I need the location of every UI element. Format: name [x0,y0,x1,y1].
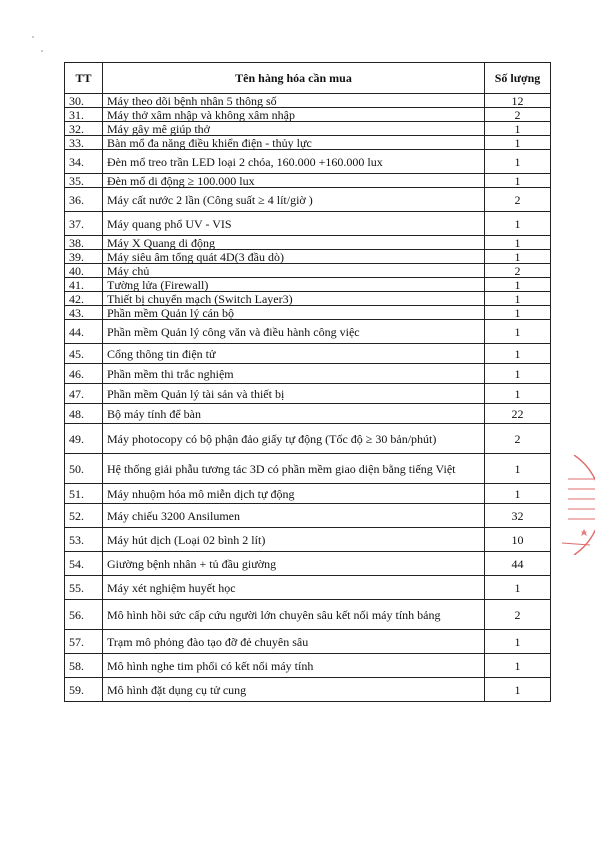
row-qty: 1 [485,150,551,174]
row-name: Cổng thông tin điện tử [103,344,485,364]
row-tt: 45. [65,344,103,364]
table-row [65,94,551,108]
row-name: Máy chiếu 3200 Ansilumen [103,504,485,528]
row-name: Máy xét nghiệm huyết học [103,576,485,600]
row-tt: 32. [65,122,103,136]
row-qty: 22 [485,404,551,424]
table-row [65,454,551,484]
row-tt: 33. [65,136,103,150]
row-tt: 49. [65,424,103,454]
purchase-items-table [64,62,551,702]
row-name: Phần mềm Quản lý công văn và điều hành công việc [103,320,485,344]
row-tt: 58. [65,654,103,678]
table-row [65,364,551,384]
table-row [65,292,551,306]
table-row [65,384,551,404]
row-tt: 36. [65,188,103,212]
row-qty: 10 [485,528,551,552]
row-tt: 59. [65,678,103,702]
row-qty: 1 [485,630,551,654]
row-qty: 1 [485,250,551,264]
row-tt: 47. [65,384,103,404]
row-qty: 1 [485,384,551,404]
row-qty: 1 [485,174,551,188]
scan-speck [41,50,43,52]
row-tt: 52. [65,504,103,528]
table-row [65,484,551,504]
table-row [65,600,551,630]
row-qty: 1 [485,454,551,484]
table-row [65,404,551,424]
row-qty: 1 [485,654,551,678]
row-tt: 41. [65,278,103,292]
table-row [65,122,551,136]
table-row [65,174,551,188]
row-tt: 34. [65,150,103,174]
row-qty: 1 [485,344,551,364]
table-row [65,504,551,528]
row-tt: 40. [65,264,103,278]
row-name: Phần mềm Quản lý tài sản và thiết bị [103,384,485,404]
table-row [65,552,551,576]
row-name: Giường bệnh nhân + tủ đầu giường [103,552,485,576]
row-name: Máy nhuộm hóa mô miễn dịch tự động [103,484,485,504]
row-name: Phần mềm Quản lý cán bộ [103,306,485,320]
table-row [65,236,551,250]
header-name: Tên hàng hóa cần mua [103,63,485,94]
row-name: Máy X Quang di động [103,236,485,250]
row-qty: 1 [485,292,551,306]
row-tt: 44. [65,320,103,344]
row-qty: 1 [485,122,551,136]
row-name: Mô hình đặt dụng cụ tử cung [103,678,485,702]
row-qty: 2 [485,108,551,122]
scan-speck [32,36,34,38]
row-name: Đèn mổ treo trần LED loại 2 chóa, 160.000 +160.000 lux [103,150,485,174]
table-row [65,654,551,678]
row-qty: 1 [485,278,551,292]
row-qty: 2 [485,264,551,278]
row-tt: 31. [65,108,103,122]
row-name: Máy siêu âm tổng quát 4D(3 đầu dò) [103,250,485,264]
row-tt: 48. [65,404,103,424]
row-name: Trạm mô phỏng đào tạo đỡ đẻ chuyên sâu [103,630,485,654]
row-qty: 44 [485,552,551,576]
row-tt: 54. [65,552,103,576]
table-row [65,188,551,212]
table-row [65,306,551,320]
row-qty: 1 [485,320,551,344]
row-name: Phần mềm thi trắc nghiệm [103,364,485,384]
table-row [65,264,551,278]
table-row [65,108,551,122]
table-row [65,678,551,702]
row-name: Tường lửa (Firewall) [103,278,485,292]
table-row [65,320,551,344]
row-qty: 1 [485,484,551,504]
row-qty: 1 [485,364,551,384]
row-qty: 1 [485,136,551,150]
row-tt: 38. [65,236,103,250]
row-name: Hệ thống giải phẫu tương tác 3D có phần mềm giao diện bằng tiếng Việt [103,454,485,484]
row-name: Bàn mổ đa năng điều khiển điện - thủy lực [103,136,485,150]
row-qty: 1 [485,236,551,250]
row-qty: 1 [485,678,551,702]
row-tt: 53. [65,528,103,552]
table-row [65,212,551,236]
table-row [65,278,551,292]
row-name: Mô hình hồi sức cấp cứu người lớn chuyên sâu kết nối máy tính bảng [103,600,485,630]
row-name: Máy theo dõi bệnh nhân 5 thông số [103,94,485,108]
row-qty: 1 [485,576,551,600]
table-row [65,136,551,150]
row-name: Máy quang phổ UV - VIS [103,212,485,236]
header-tt: TT [65,63,103,94]
row-tt: 46. [65,364,103,384]
row-qty: 1 [485,212,551,236]
row-name: Đèn mổ di động ≥ 100.000 lux [103,174,485,188]
row-tt: 43. [65,306,103,320]
table-header-row [65,63,551,94]
row-qty: 12 [485,94,551,108]
row-qty: 2 [485,600,551,630]
row-qty: 2 [485,424,551,454]
table-row [65,630,551,654]
row-tt: 42. [65,292,103,306]
row-tt: 56. [65,600,103,630]
table-row [65,150,551,174]
row-name: Thiết bị chuyển mạch (Switch Layer3) [103,292,485,306]
row-tt: 30. [65,94,103,108]
row-name: Máy thở xâm nhập và không xâm nhập [103,108,485,122]
row-tt: 51. [65,484,103,504]
row-name: Mô hình nghe tim phổi có kết nối máy tính [103,654,485,678]
row-name: Máy photocopy có bộ phận đảo giấy tự động (Tốc độ ≥ 30 bản/phút) [103,424,485,454]
row-name: Máy cất nước 2 lần (Công suất ≥ 4 lít/giờ ) [103,188,485,212]
row-tt: 57. [65,630,103,654]
row-name: Máy hút dịch (Loại 02 bình 2 lít) [103,528,485,552]
row-name: Bộ máy tính để bàn [103,404,485,424]
table-row [65,344,551,364]
row-tt: 35. [65,174,103,188]
row-qty: 1 [485,306,551,320]
row-qty: 2 [485,188,551,212]
red-seal-stamp [560,455,595,555]
table-row [65,250,551,264]
row-tt: 50. [65,454,103,484]
row-name: Máy chủ [103,264,485,278]
table-row [65,576,551,600]
row-name: Máy gây mê giúp thở [103,122,485,136]
row-tt: 39. [65,250,103,264]
row-qty: 32 [485,504,551,528]
row-tt: 37. [65,212,103,236]
table-row [65,528,551,552]
table-row [65,424,551,454]
header-qty: Số lượng [485,63,551,94]
row-tt: 55. [65,576,103,600]
